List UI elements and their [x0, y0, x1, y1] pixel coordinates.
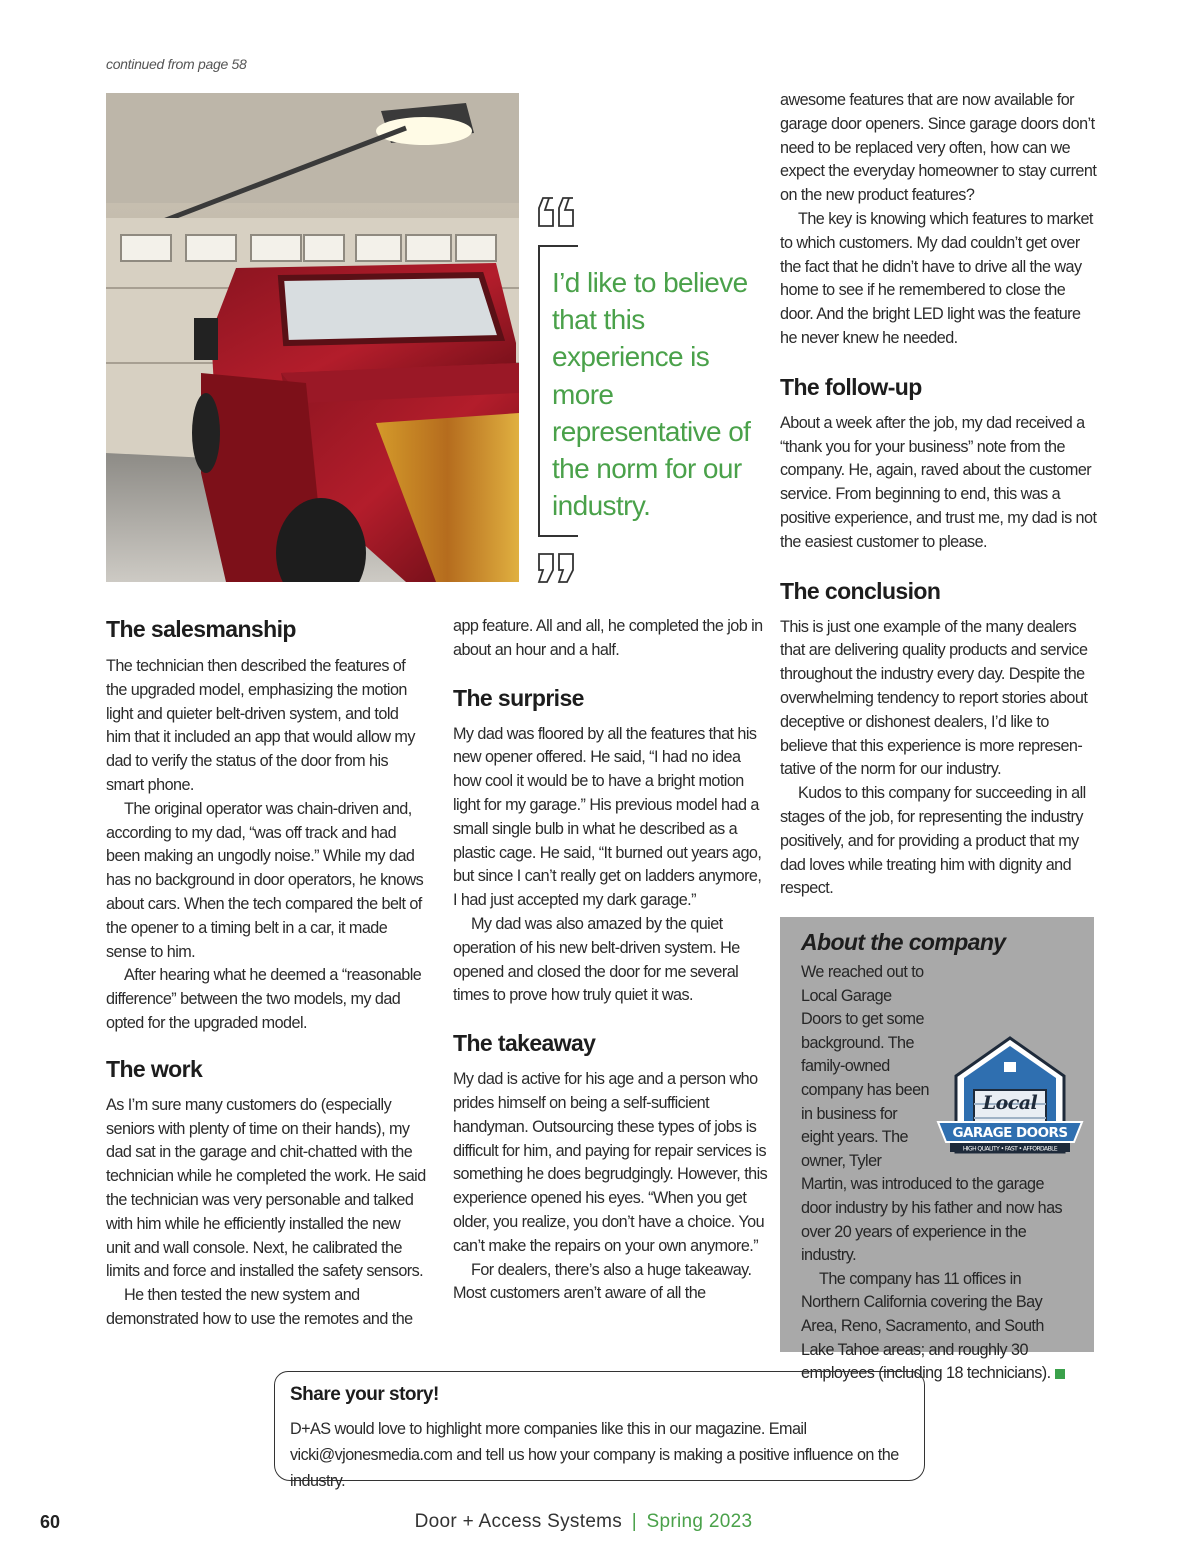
logo-tagline: HIGH QUALITY • FAST • AFFORDABLE [962, 1145, 1058, 1153]
article-column-2 [453, 615, 768, 1306]
paragraph: My dad was floored by all the features that his new opener offered. He said, “I had no idea how cool it would be to have a bright motion light for my garage.” His previous model had a small single bulb in what he described as a plastic cage. He said, “It burned out years ago, but since I can’t really get on ladders anymore, I had just accepted my dark garage.” [453, 724, 762, 910]
heading-salesmanship: The salesmanship [106, 616, 296, 642]
paragraph: About a week after the job, my dad received a “thank you for your business” note from the company. He, again, raved about the customer service. From beginning to end, this was a positive experience, and trust me, my dad is not the easiest customer to please. [780, 413, 1097, 551]
paragraph: Kudos to this company for succeeding in all stages of the job, for representing the industry positively, and for providing a product that my dad loves while treating him with dignity and respect. [780, 784, 1086, 898]
paragraph: He then tested the new system and demonstrated how to use the remotes and the [106, 1286, 413, 1328]
paragraph: As I’m sure many customers do (especially seniors with plenty of time on their hands), my dad sat in the garage and chit-chatted with the technician while he completed the work. He said the technician was very personable and talked with him while he efficiently installed the new unit and wall console. Next, he calibrated the limits and force and installed the safety sensors. [106, 1095, 426, 1281]
issue-date: Spring 2023 [646, 1511, 753, 1532]
paragraph: For dealers, there’s also a huge takeaway. Most customers aren’t aware of all the [453, 1260, 752, 1303]
publication-name: Door + Access Systems [414, 1511, 623, 1532]
paragraph: The technician then described the features of the upgraded model, emphasizing the motion light and quieter belt-driven system, and told him that it included an app that would allow my dad to verify the status of the door from his smart phone. [106, 657, 415, 794]
local-garage-doors-logo [934, 1032, 1086, 1160]
heading-conclusion: The conclusion [780, 577, 941, 604]
paragraph: The original operator was chain-driven and, according to my dad, “was off track and had been making an ungodly noise.” While my dad has no background in door operators, he knows about cars. When the tech compared the belt of the opener to a timing belt in a car, it made sense to him. [106, 799, 424, 961]
paragraph: This is just one example of the many dealers that are delivering quality products and service throughout the industry every day. Despite the overwhelming tendency to report stories about deceptive or dishonest dealers, I’d like to believe that this experience is more represen-tative of the norm for our industry. [780, 617, 1088, 779]
share-title: Share your story! [290, 1384, 439, 1405]
footer-separator: | [631, 1511, 637, 1532]
logo-word-local: Local [982, 1092, 1038, 1114]
heading-surprise: The surprise [453, 684, 584, 711]
continued-note: continued from page 58 [106, 56, 247, 72]
heading-takeaway: The takeaway [453, 1030, 596, 1057]
footer [0, 1511, 1167, 1533]
about-paragraph-2 [801, 1268, 1074, 1386]
share-story-box [274, 1371, 925, 1490]
article-column-3 [780, 89, 1100, 901]
paragraph: My dad is active for his age and a person who prides himself on being a self-sufficient handyman. Outsourcing these types of jobs is difficult for him, and paying for repair services is something he does begrudgingly. However, this experience opened his eyes. “When you get older, you realize, you don’t have a choice. You can’t make the repairs on your own anymore.” [453, 1070, 768, 1255]
about-paragraph-1-text: We reached out to Local Garage Doors to get some background. The family-owned company has been in business for eight years. The owner, Tyler Martin, was introduced to the garage door industry by his father and now has over 20 years of experience in the industry. [801, 963, 1063, 1265]
heading-follow-up: The follow-up [780, 373, 922, 400]
about-title: About the company [801, 929, 1006, 955]
paragraph: awesome features that are now available for garage door openers. Since garage doors don’t need to be replaced very often, how can we expect the everyday homeowner to stay current on the new product features? [780, 91, 1097, 205]
about-company-box [780, 917, 1094, 1383]
heading-work: The work [106, 1055, 203, 1082]
paragraph: My dad was also amazed by the quiet operation of his new belt-driven system. He opened and closed the door for me several times to prove how truly quiet it was. [453, 914, 740, 1005]
paragraph: The key is knowing which features to market to which customers. My dad couldn’t get over the fact that he didn’t have to drive all the way home to see if he remembered to close the door. And the bright LED light was the feature he never knew he needed. [780, 209, 1093, 347]
paragraph: After hearing what he deemed a “reasonable difference” between the two models, my dad opted for the upgraded model. [106, 966, 422, 1032]
open-quote-icon [537, 196, 577, 235]
article-column-1 [106, 614, 426, 1332]
paragraph: app feature. All and all, he completed the job in about an hour and a half. [453, 617, 763, 659]
close-quote-icon [537, 552, 577, 589]
logo-word-garage-doors: GARAGE DOORS [952, 1125, 1068, 1141]
page-number: 60 [40, 1512, 61, 1532]
pull-quote-text: I’d like to believe that this experience is more representative of the norm for our industry. [552, 267, 751, 522]
about-paragraph [801, 961, 1074, 1268]
article-photo [106, 93, 519, 582]
share-body: D+AS would love to highlight more companies like this in our magazine. Email vicki@vjonesmedia.com and tell us how your company is making a positive influence on the industry. [290, 1420, 899, 1490]
end-mark-icon [1055, 1369, 1065, 1379]
about-paragraph-2-text: The company has 11 offices in Northern California covering the Bay Area, Reno, Sacramento, and South Lake Tahoe areas; and roughly 30 employees (including 18 technicians). [801, 1269, 1051, 1383]
